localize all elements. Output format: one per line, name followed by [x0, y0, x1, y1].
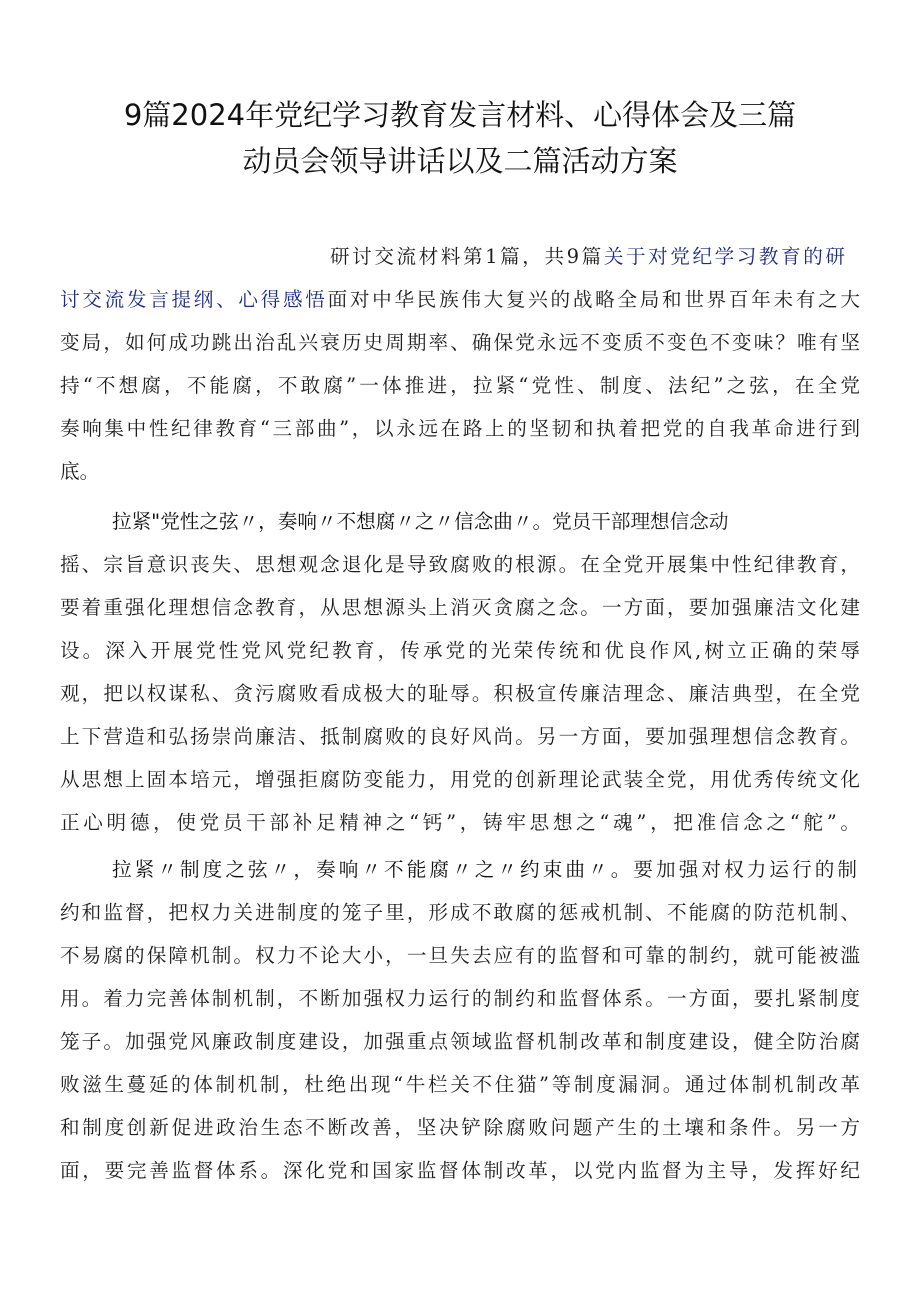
paragraph-line: 笼子。加强党风廉政制度建设，加强重点领域监督机制改革和制度建设，健全防治腐: [60, 1030, 860, 1053]
paragraph-line: 上下营造和弘扬崇尚廉洁、抵制腐败的良好风尚。另一方面，要加强理想信念教育。: [60, 725, 860, 748]
paragraph-line: 和制度创新促进政治生态不断改善，坚决铲除腐败问题产生的土壤和条件。另一方: [60, 1116, 860, 1139]
intro-heading-part-1: 关于对党纪学习教育的研: [603, 245, 845, 268]
intro-first-line: [330, 238, 845, 276]
paragraph-line: 败滋生蔓延的体制机制，杜绝出现“牛栏关不住猫”等制度漏洞。通过体制机制改革: [60, 1073, 860, 1096]
paragraph-line: 面，要完善监督体系。深化党和国家监督体制改革，以党内监督为主导，发挥好纪: [60, 1159, 860, 1182]
section-2-first-line: [112, 851, 857, 889]
paragraph-line: 从思想上固本培元，增强拒腐防变能力，用党的创新理论武装全党，用优秀传统文化: [60, 768, 860, 791]
paragraph-line: 不易腐的保障机制。权力不论大小，一旦失去应有的监督和可靠的制约，就可能被滥: [60, 944, 860, 967]
section-1-text-part-1: 党员干部理想信念动: [552, 510, 729, 533]
paragraph-line: 持“不想腐，不能腐，不敢腐”一体推进，拉紧“党性、制度、法纪”之弦，在全党: [60, 374, 860, 397]
intro-heading-part-2: 讨交流发言提纲、心得感悟: [60, 288, 328, 311]
document-title-line-2: 动员会领导讲话以及二篇活动方案: [242, 144, 678, 178]
intro-second-line: [60, 281, 860, 319]
paragraph-line: 正心明德，使党员干部补足精神之“钙”，铸牢思想之“魂”，把准信念之“舵”。: [60, 811, 860, 834]
paragraph-line: 约和监督，把权力关进制度的笼子里，形成不敢腐的惩戒机制、不能腐的防范机制、: [60, 901, 860, 924]
paragraph-line: 奏响集中性纪律教育“三部曲”，以永远在路上的坚韧和执着把党的自我革命进行到: [60, 417, 860, 440]
paragraph-line: 观，把以权谋私、贪污腐败看成极大的耻辱。积极宣传廉洁理念、廉洁典型，在全党: [60, 682, 860, 705]
section-2-text-part-1: 要加强对权力运行的制: [633, 858, 858, 881]
section-1-first-line: [112, 503, 857, 541]
paragraph-line: 用。着力完善体制机制，不断加强权力运行的制约和监督体系。一方面，要扎紧制度: [60, 987, 860, 1010]
section-1-heading: 拉紧"党性之弦〃，奏响〃不想腐〃之〃信念曲〃。: [112, 510, 553, 533]
intro-text-part-1: 面对中华民族伟大复兴的战略全局和世界百年未有之大: [327, 288, 861, 311]
section-2-heading: 拉紧〃制度之弦〃，奏响〃不能腐〃之〃约束曲〃。: [112, 858, 634, 881]
document-title-line-1: 9篇2024年党纪学习教育发言材料、心得体会及三篇: [123, 98, 797, 132]
paragraph-line: 变局，如何成功跳出治乱兴衰历史周期率、确保党永远不变质不变色不变味？唯有坚: [60, 331, 860, 354]
paragraph-line: 摇、宗旨意识丧失、思想观念退化是导致腐败的根源。在全党开展集中性纪律教育，: [60, 553, 860, 576]
intro-prefix: 研讨交流材料第1篇，共9篇: [330, 245, 604, 268]
paragraph-line: 底。: [60, 460, 100, 483]
paragraph-line: 要着重强化理想信念教育，从思想源头上消灭贪腐之念。一方面，要加强廉洁文化建: [60, 596, 860, 619]
paragraph-line: 设。深入开展党性党风党纪教育，传承党的光荣传统和优良作风,树立正确的荣辱: [60, 639, 860, 662]
